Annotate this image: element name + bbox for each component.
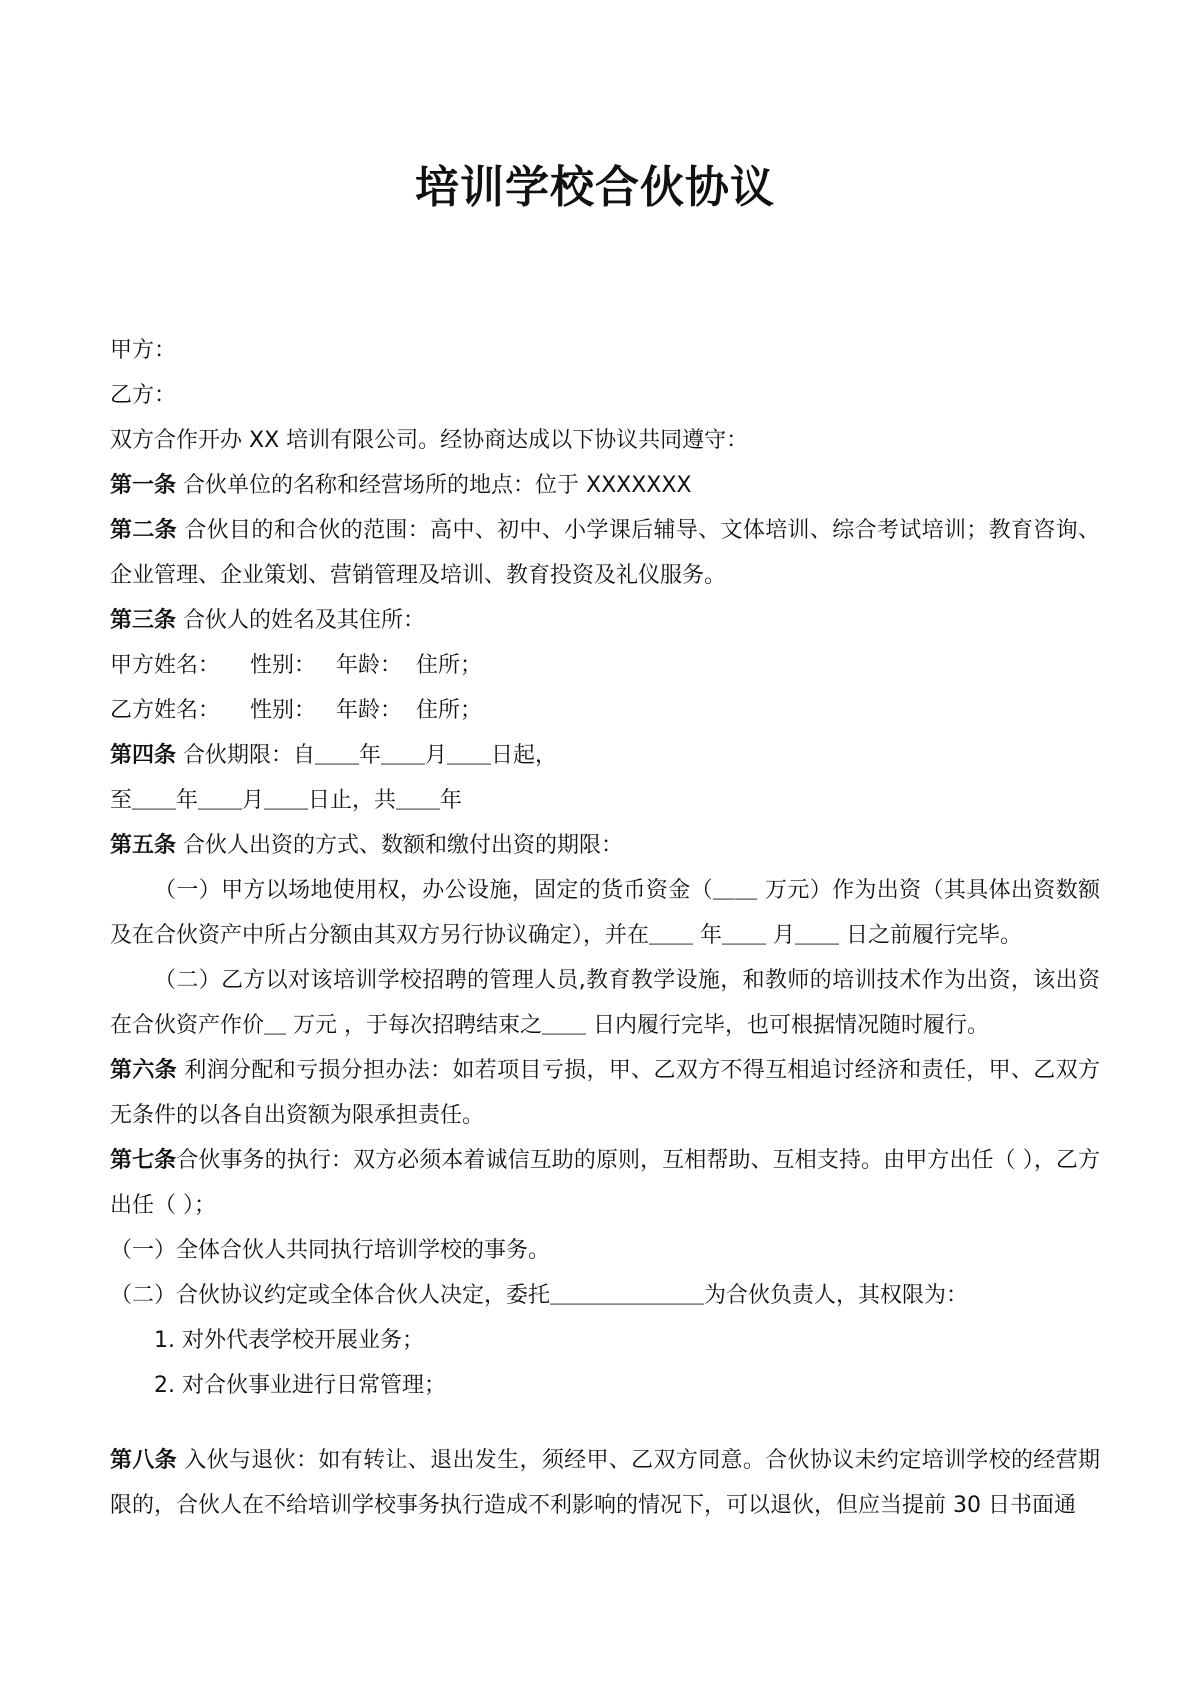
document-title: 培训学校合伙协议 bbox=[415, 162, 775, 213]
partner-b-addr: 住所； bbox=[416, 698, 483, 723]
article-5-label: 第五条 bbox=[110, 833, 177, 858]
intro-line: 双方合作开办 XX 培训有限公司。经协商达成以下协议共同遵守： bbox=[110, 428, 749, 453]
partner-a-sex: 性别： bbox=[250, 653, 317, 678]
article-7-label: 第七条 bbox=[110, 1148, 177, 1173]
article-7-text: 合伙事务的执行：双方必须本着诚信互助的原则，互相帮助、互相支持。由甲方出任（ ），乙方出任（ ）； bbox=[110, 1148, 1100, 1218]
partner-b-age: 年龄： bbox=[336, 698, 403, 723]
article-3-label: 第三条 bbox=[110, 608, 177, 633]
article-3 bbox=[110, 598, 1100, 643]
article-7-sub-1: 1. 对外代表学校开展业务； bbox=[154, 1328, 424, 1353]
partner-row-a bbox=[110, 643, 1100, 688]
article-4-label: 第四条 bbox=[110, 743, 177, 768]
article-7 bbox=[110, 1138, 1100, 1228]
article-4-text: 合伙期限：自＿＿年＿＿月＿＿日起， bbox=[176, 743, 558, 768]
article-4 bbox=[110, 733, 1100, 778]
article-2 bbox=[110, 508, 1100, 598]
article-7-item-1: （一）全体合伙人共同执行培训学校的事务。 bbox=[110, 1238, 551, 1263]
partner-row-b bbox=[110, 688, 1100, 733]
article-5-para-2: （二）乙方以对该培训学校招聘的管理人员,教育教学设施，和教师的培训技术作为出资，该出资在合伙资产作价＿ 万元 ，于每次招聘结束之＿＿ 日内履行完毕，也可根据情况随时履行。 bbox=[110, 968, 1100, 1038]
party-b-line: 乙方： bbox=[110, 383, 177, 408]
article-6-label: 第六条 bbox=[110, 1058, 178, 1083]
article-8-label: 第八条 bbox=[110, 1448, 178, 1473]
article-8 bbox=[110, 1438, 1100, 1528]
article-6 bbox=[110, 1048, 1100, 1138]
article-4-line2: 至＿＿年＿＿月＿＿日止，共＿＿年 bbox=[110, 788, 463, 813]
article-1 bbox=[110, 463, 1100, 508]
article-7-item-2: （二）合伙协议约定或全体合伙人决定，委托＿＿＿＿＿＿＿为合伙负责人，其权限为： bbox=[110, 1283, 969, 1308]
article-5-text: 合伙人出资的方式、数额和缴付出资的期限： bbox=[176, 833, 624, 858]
article-6-text: 利润分配和亏损分担办法：如若项目亏损，甲、乙双方不得互相追讨经济和责任，甲、乙双方无条件的以各自出资额为限承担责任。 bbox=[110, 1058, 1100, 1128]
party-a-line: 甲方： bbox=[110, 338, 177, 363]
partner-b-name: 乙方姓名： bbox=[110, 698, 221, 723]
article-2-text: 合伙目的和合伙的范围：高中、初中、小学课后辅导、文体培训、综合考试培训；教育咨询、企业管理、企业策划、营销管理及培训、教育投资及礼仪服务。 bbox=[110, 518, 1100, 588]
partner-a-addr: 住所； bbox=[416, 653, 483, 678]
article-1-label: 第一条 bbox=[110, 473, 177, 498]
document-body bbox=[110, 328, 1100, 1528]
article-7-sub-2: 2. 对合伙事业进行日常管理； bbox=[154, 1373, 446, 1398]
article-3-text: 合伙人的姓名及其住所： bbox=[176, 608, 426, 633]
article-5-para-1: （一）甲方以场地使用权，办公设施，固定的货币资金（＿＿ 万元）作为出资（其具体出资数额及在合伙资产中所占分额由其双方另行协议确定），并在＿＿ 年＿＿ 月＿＿ 日之前履行完毕。 bbox=[110, 878, 1100, 948]
article-1-text: 合伙单位的名称和经营场所的地点：位于 XXXXXXX bbox=[176, 473, 692, 498]
article-5 bbox=[110, 823, 1100, 868]
article-2-label: 第二条 bbox=[110, 518, 178, 543]
partner-a-name: 甲方姓名： bbox=[110, 653, 221, 678]
partner-b-sex: 性别： bbox=[250, 698, 317, 723]
article-8-text: 入伙与退伙：如有转让、退出发生，须经甲、乙双方同意。合伙协议未约定培训学校的经营期限的，合伙人在不给培训学校事务执行造成不利影响的情况下，可以退伙，但应当提前 30 日书面通 bbox=[110, 1448, 1100, 1518]
partner-a-age: 年龄： bbox=[336, 653, 403, 678]
spacer bbox=[110, 1408, 1100, 1438]
